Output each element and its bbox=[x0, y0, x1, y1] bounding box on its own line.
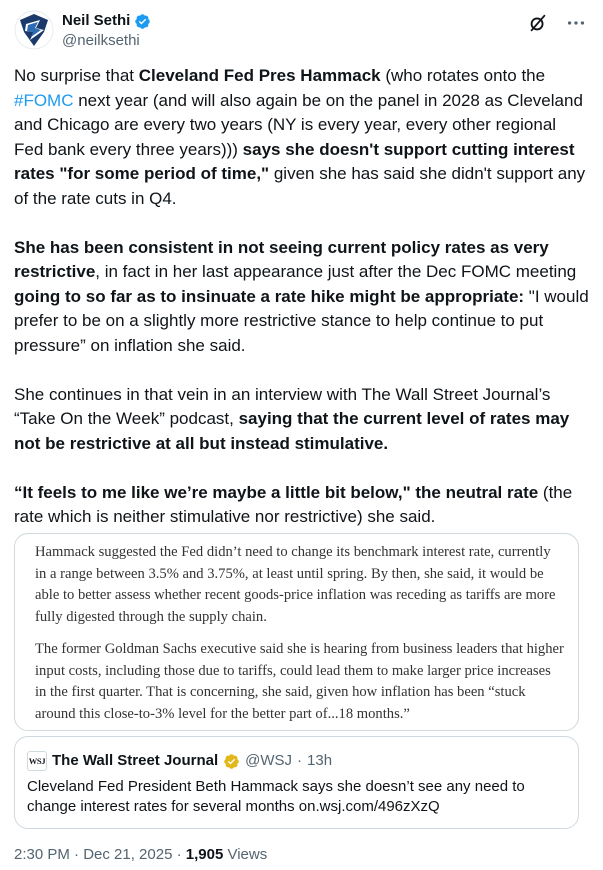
views-label: Views bbox=[223, 846, 268, 863]
views-count: 1,905 bbox=[185, 846, 224, 863]
quoted-tweet[interactable] bbox=[14, 736, 579, 829]
excerpt-paragraph-2: The former Goldman Sachs executive said she is hearing from business leaders that higher input costs, including those due to tariffs, could lead them to make larger price increases in the first quarter. That is concerning, she said, given how inflation has been “stuck around this close-to-3% level for the better part of...18 months.” bbox=[35, 641, 564, 722]
meta-separator: · bbox=[172, 846, 186, 863]
quote-author-handle[interactable]: @WSJ bbox=[245, 752, 293, 769]
tweet-text bbox=[14, 64, 589, 530]
article-excerpt bbox=[35, 542, 565, 731]
tweet-paragraph-4: “It feels to me like we’re maybe a little bit below," the neutral rate (the rate which is neither stimulative nor restrictive) she said. bbox=[14, 482, 573, 526]
avatar[interactable] bbox=[14, 10, 54, 50]
verified-badge-icon[interactable] bbox=[134, 13, 151, 30]
avatar-logo-icon bbox=[14, 10, 54, 50]
quote-separator: · bbox=[297, 752, 303, 769]
author-block bbox=[62, 11, 151, 51]
hashtag-link[interactable]: #FOMC bbox=[14, 90, 74, 110]
tweet-paragraph-1: No surprise that Cleveland Fed Pres Hammack (who rotates onto the #FOMC next year (and will also again be on the panel in 2028 as Cleveland and Chicago are every two years (NY is every year, every other regional Fed bank every three years))) says she doesn't support cutting interest rates "for some period of time," given she has said she didn't support any of the rate cuts in Q4. bbox=[14, 66, 586, 208]
excerpt-paragraph-1: Hammack suggested the Fed didn’t need to change its benchmark interest rate, currently in a range between 3.5% and 3.75%, at least until spring. By then, she said, it would be able to better assess whether recent goods-price inflation was receding as tariffs are more fully digested through the supply chain. bbox=[35, 544, 556, 625]
quote-header bbox=[27, 751, 332, 771]
attached-image[interactable] bbox=[14, 533, 579, 731]
quote-author-name[interactable]: The Wall Street Journal bbox=[52, 752, 219, 769]
tweet-meta bbox=[14, 845, 267, 865]
grok-icon[interactable] bbox=[527, 12, 549, 34]
tweet-paragraph-2: She has been consistent in not seeing current policy rates as very restrictive, in fact in her last appearance just after the Dec FOMC meeting going to so far as to insinuate a rate hike might be appropriate: "I would prefer to be on a slightly more restrictive stance to help continue to put pressure” on inflation she said. bbox=[14, 237, 589, 355]
gold-verified-badge-icon bbox=[223, 753, 240, 770]
more-options-icon[interactable] bbox=[565, 12, 587, 34]
tweet-timestamp[interactable]: 2:30 PM · Dec 21, 2025 bbox=[14, 846, 173, 863]
author-handle[interactable]: @neilksethi bbox=[62, 32, 140, 49]
quote-timestamp[interactable]: 13h bbox=[307, 752, 333, 769]
author-name[interactable]: Neil Sethi bbox=[62, 12, 131, 29]
tweet-paragraph-3: She continues in that vein in an interview with The Wall Street Journal’s “Take On the Week” podcast, saying that the current level of rates may not be restrictive at all but instead stimulative. bbox=[14, 384, 570, 453]
header-actions bbox=[527, 12, 587, 34]
tweet-header bbox=[14, 10, 589, 54]
quote-text: Cleveland Fed President Beth Hammack says she doesn’t see any need to change interest rates for several months on.wsj.com/496zXzQ bbox=[27, 778, 525, 815]
wsj-logo-icon: WSJ bbox=[27, 751, 47, 771]
